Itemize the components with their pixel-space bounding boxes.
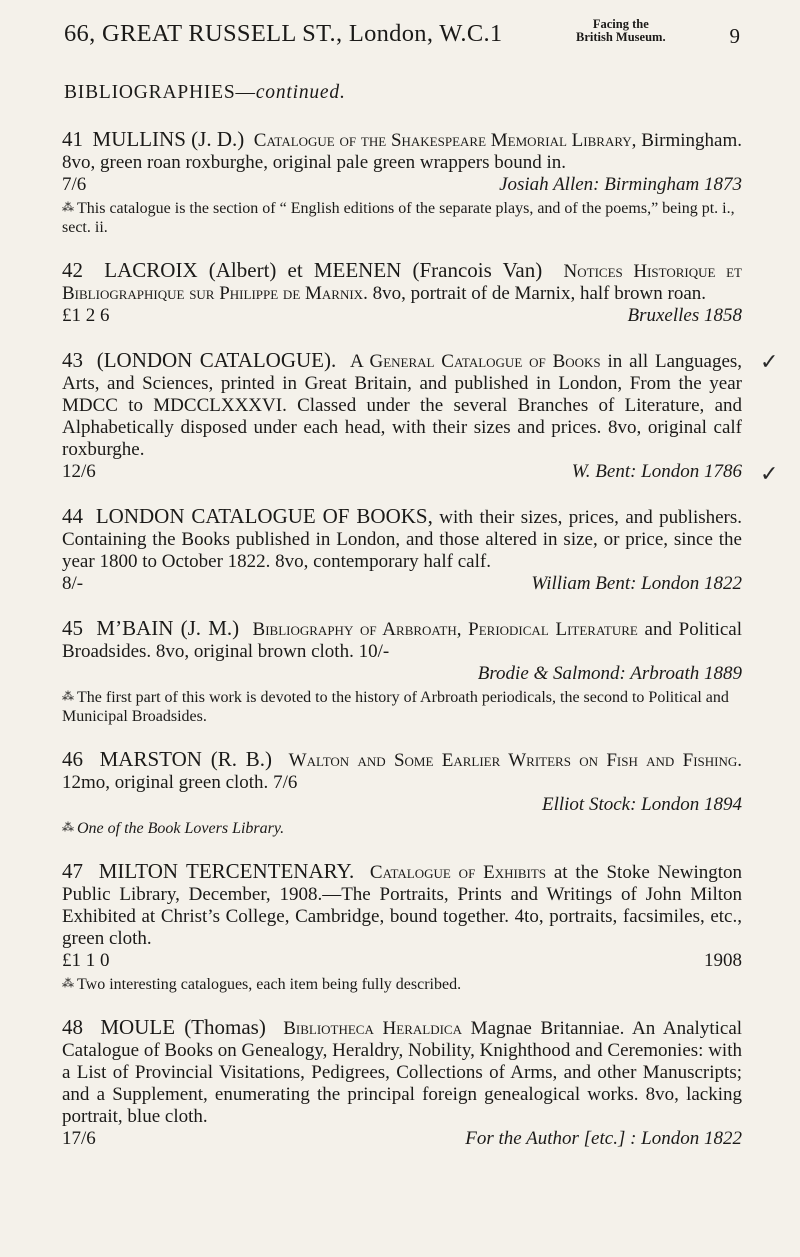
- section-heading: [64, 82, 346, 104]
- entry-imprint: William Bent: London 1822: [531, 573, 742, 594]
- entry-number: 46: [62, 747, 83, 771]
- entry-note: ⁂ This catalogue is the section of “ English editions of the separate plays, and of the poems,” being pt. i., sect. ii.: [62, 200, 735, 236]
- entry-author: M’BAIN (J. M.): [96, 616, 240, 640]
- pencil-check-icon: ✓: [760, 350, 779, 375]
- entry-author: MILTON TERCENTENARY.: [98, 859, 355, 883]
- asterism-icon: ⁂: [62, 689, 73, 703]
- entry-title: Catalogue of the Shakespeare Memorial Library,: [253, 130, 637, 151]
- asterism-icon: ⁂: [62, 820, 73, 834]
- entry-price: £1 2 6: [62, 305, 110, 326]
- entry-price: 17/6: [62, 1128, 96, 1149]
- entry-description: Birmingham. 8vo, green roan roxburghe, original pale green wrappers bound in.: [62, 130, 743, 173]
- entry-author: MULLINS (J. D.): [92, 127, 245, 151]
- section-continued: continued.: [255, 82, 346, 103]
- entry-body: [62, 505, 742, 573]
- catalogue-entry: [62, 748, 742, 838]
- page-number: 9: [729, 24, 740, 48]
- entry-author: MOULE (Thomas): [100, 1015, 266, 1039]
- entry-price: 7/6: [62, 174, 87, 195]
- entry-number: 43: [62, 348, 83, 372]
- entry-description: with their sizes, prices, and publishers. Containing the Books published in London, and those altered in size, or price, since the year 1800 to October 1822. 8vo, contemporary half calf.: [62, 507, 743, 572]
- entry-author: LACROIX (Albert) et MEENEN (Francois Van): [104, 258, 543, 282]
- entry-body: [62, 748, 742, 794]
- entry-title: Bibliotheca Heraldica: [283, 1018, 462, 1039]
- entry-body: [62, 259, 742, 305]
- entry-imprint: Brodie & Salmond: Arbroath 1889: [477, 663, 742, 684]
- entry-title: A General Catalogue of Books: [349, 351, 601, 372]
- entry-imprint-line: [62, 305, 742, 327]
- entry-description: at the Stoke Newington Public Library, December, 1908.—The Portraits, Prints and Writings of John Milton Exhibited at Christ’s College, Cambridge, bound together. 4to, portraits, facsimiles, etc., green cloth.: [62, 862, 743, 949]
- entry-author: MARSTON (R. B.): [99, 747, 273, 771]
- entry-body: [62, 1016, 742, 1128]
- entry-imprint-line: [62, 174, 742, 196]
- entry-price: 12/6: [62, 461, 96, 482]
- entry-description: 12mo, original green cloth.: [62, 772, 269, 793]
- entry-title: Walton and Some Earlier Writers on Fish and Fishing.: [288, 750, 742, 771]
- entry-note: ⁂ Two interesting catalogues, each item being fully described.: [62, 976, 462, 993]
- entry-price: 7/6: [273, 772, 298, 793]
- entry-description: and Political Broadsides. 8vo, original brown cloth.: [62, 619, 743, 662]
- entry-body: [62, 128, 742, 174]
- entry-imprint: Bruxelles 1858: [627, 305, 742, 326]
- entry-imprint: Elliot Stock: London 1894: [541, 794, 742, 815]
- asterism-icon: ⁂: [62, 976, 73, 990]
- entry-imprint-line: [62, 461, 742, 483]
- entry-body: [62, 617, 742, 663]
- entry-title: Catalogue of Exhibits: [369, 862, 547, 883]
- entry-number: 48: [62, 1015, 83, 1039]
- entry-number: 45: [62, 616, 83, 640]
- catalogue-entry: [62, 128, 742, 237]
- catalogue-entry: [62, 259, 742, 327]
- entry-number: 47: [62, 859, 83, 883]
- catalogue-entry: [62, 505, 742, 595]
- entry-body: [62, 860, 742, 950]
- catalogue-entries: [62, 128, 742, 1172]
- entry-imprint: Josiah Allen: Birmingham 1873: [499, 174, 742, 195]
- entry-title: Bibliography of Arbroath, Periodical Literature: [252, 619, 638, 640]
- entry-number: 44: [62, 504, 83, 528]
- pencil-check-icon: ✓: [760, 462, 779, 487]
- catalogue-entry: [62, 349, 742, 483]
- asterism-icon: ⁂: [62, 200, 73, 214]
- entry-price: 8/-: [62, 573, 84, 594]
- entry-description: Magnae Britanniae. An Analytical Catalogue of Books on Genealogy, Heraldry, Nobility, Knighthood and Ceremonies: with a List of Provincial Visitations, Pedigrees, Collections of Arms, and other Manuscripts; and a Supplement, enumerating the principal foreign genealogical works. 8vo, lacking portrait, blue cloth.: [62, 1018, 743, 1127]
- entry-note: ⁂ One of the Book Lovers Library.: [62, 820, 285, 837]
- entry-author: LONDON CATALOGUE OF BOOKS,: [95, 504, 433, 528]
- entry-imprint-line: [62, 573, 742, 595]
- entry-description: 8vo, portrait of de Marnix, half brown roan.: [372, 283, 707, 304]
- entry-description: in all Languages, Arts, and Sciences, printed in Great Britain, and published in London, From the year MDCC to MDCCLXXXVI. Classed under the several Branches of Literature, and Alphabetically disposed under each head, with their sizes and prices. 8vo, original calf roxburghe.: [62, 351, 743, 460]
- entry-imprint: 1908: [704, 950, 742, 971]
- entry-note: ⁂ The first part of this work is devoted to the history of Arbroath periodicals, the second to Political and Municipal Broadsides.: [62, 689, 729, 725]
- section-label: BIBLIOGRAPHIES—: [64, 82, 256, 103]
- entry-imprint: For the Author [etc.] : London 1822: [465, 1128, 742, 1149]
- entry-title: Notices Historique et Bibliographique sur Philippe de Marnix.: [62, 261, 743, 304]
- header-facing-line2: British Museum.: [576, 30, 666, 44]
- entry-body: [62, 349, 742, 461]
- entry-number: 42: [62, 258, 83, 282]
- header-facing-note: [576, 18, 666, 44]
- catalogue-entry: [62, 1016, 742, 1150]
- header-address: 66, GREAT RUSSELL ST., London, W.C.1: [64, 20, 503, 47]
- entry-price: 10/-: [358, 641, 390, 662]
- entry-author: (LONDON CATALOGUE).: [96, 348, 337, 372]
- entry-number: 41: [62, 127, 83, 151]
- entry-price: £1 1 0: [62, 950, 110, 971]
- page-header: [64, 17, 740, 56]
- entry-imprint-line: [62, 1128, 742, 1150]
- header-facing-line1: Facing the: [592, 17, 649, 31]
- catalogue-entry: [62, 617, 742, 726]
- entry-imprint: W. Bent: London 1786: [571, 461, 742, 482]
- entry-imprint-line: [62, 950, 742, 972]
- catalogue-entry: [62, 860, 742, 994]
